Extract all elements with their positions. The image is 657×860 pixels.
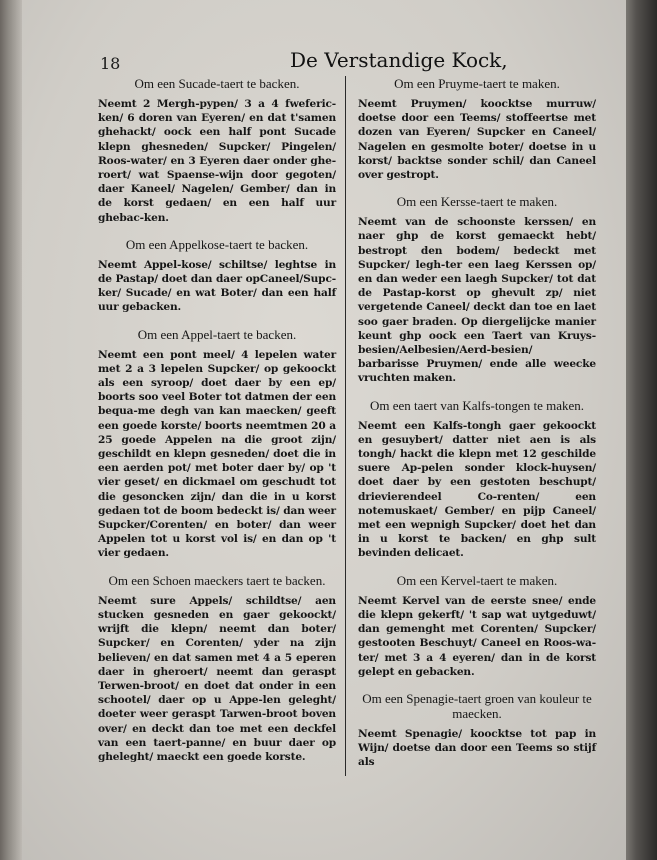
page-number: 18 (100, 54, 121, 73)
recipe-heading: Om een Pruyme-taert te maken. (394, 76, 560, 91)
recipe-text: Neemt Appel-kose/ schiltse/ leghtse in de Pastap/ doet dan daer opCaneel/Supc-ker/ Sucade/ en wat Boter/ dan een half uur gebacken. (98, 258, 336, 314)
recipe-text: Neemt 2 Mergh-pypen/ 3 a 4 fweferic-ken/ 6 doren van Eyeren/ en dat t'samen ghehackt/ oock een half pont Sucade klepn ghesneden/ Supcker/ Pingelen/ Roos-water/ en 3 Eyeren daer onder ghe-roert/ wat Spaense-wijn door gegoten/ daer Kaneel/ Nagelen/ Gember/ dan in de korst gedaen/ en een half uur ghebac-ken. (98, 98, 336, 224)
recipe-section (358, 573, 596, 679)
recipe-section (358, 194, 596, 385)
recipe-text: Neemt Kervel van de eerste snee/ ende die klepn gekerft/ 't sap wat uytgeduwt/ dan gemenght met Corenten/ Supcker/ gestooten Beschuyt/ Caneel en Roos-wa-ter/ met 3 a 4 eyeren/ dan in de korst gelept en gebacken. (358, 594, 596, 678)
recipe-text: Neemt Spenagie/ koocktse tot pap in Wijn/ doetse dan door een Teems so stijf als (358, 727, 596, 769)
recipe-section (98, 327, 336, 561)
right-column (358, 76, 596, 782)
recipe-heading: Om een Appelkose-taert te backen. (125, 236, 309, 252)
recipe-section (358, 76, 596, 182)
recipe-section (98, 76, 336, 225)
recipe-section (358, 398, 596, 561)
recipe-text: Neemt sure Appels/ schildtse/ aen stucken gesneden en gaer gekoockt/ wrijft die klepn/ neemt dan boter/ Supcker/ en Corenten/ yder na zijn believen/ en dat samen met 4 a 5 eperen daer in gheroert/ neemt dan geraspt Terwen-broot/ en doet dat onder in een schootel/ daer op u Appe-len geleght/ doeter weer geraspt Tarwen-broot boven over/ en deckt dan toe met een deckfel van een taert-panne/ en buur daer op gheleght/ maeckt een goede korste. (98, 594, 336, 763)
recipe-heading: Om een Kersse-taert te maken. (396, 194, 558, 210)
page-header (100, 48, 620, 72)
recipe-text: Neemt een pont meel/ 4 lepelen water met 2 a 3 lepelen Supcker/ op gekoockt als een syroop/ doet daer by een ep/ boorts soo veel Boter tot datmen der een bequa-me degh van kan maecken/ geeft een goede korste/ boorts neemtmen 20 a 25 goede Appelen na die groot zijn/ geschildt en klepn gesneden/ doet die in een aerden pot/ met boter daer by/ op 't vier geset/ en dickmael om geschudt tot die gesoncken zijn/ dan die in u korst gedaen tot de boom bedeckt is/ dan weer Supcker/Corenten/ en boter/ dan weer Appelen tot u korst vol is/ en dan op 't vier gedaen. (98, 348, 336, 560)
book-edge (626, 0, 657, 860)
column-divider (345, 76, 346, 776)
recipe-heading: Om een Appel-taert te backen. (137, 326, 297, 342)
recipe-heading: Om een Kervel-taert te maken. (396, 572, 558, 588)
running-title: De Verstandige Kock, (290, 48, 508, 72)
recipe-section (358, 691, 596, 770)
recipe-section (98, 573, 336, 764)
left-column (98, 76, 336, 776)
recipe-text: Neemt van de schoonste kerssen/ en naer ghp de korst gemaeckt hebt/ bestropt den bodem/ bedeckt met Supcker/ legh-ter een laeg Kerssen op/ en dan weder een laegh Supcker/ tot dat de Pastap-korst op ghevult zp/ niet vergetende Caneel/ deckt dan toe en laet soo gaer braden. Op diergelijcke manier keunt ghp oock een Taert van Kruys-besien/Aelbesien/Aerd-besien/ barbarisse Pruymen/ ende alle weecke vruchten maken. (358, 216, 596, 385)
recipe-section (98, 237, 336, 315)
recipe-text: Neemt Pruymen/ koocktse murruw/ doetse door een Teems/ stoffeertse met dozen van Eyeren/ Supcker en Caneel/ Nagelen en gesmolte boter/ doetse in u korst/ backtse sonder schil/ dan Caneel over gestropt. (358, 98, 596, 182)
recipe-heading: Om een Schoen maeckers taert te backen. (108, 572, 326, 588)
recipe-text: Neemt een Kalfs-tongh gaer gekoockt en gesuybert/ datter niet aen is als tongh/ hackt die klepn met 12 geschilde suere Ap-pelen sonder klock-huysen/ doet daer by een gestoten beschupt/ drievierendeel Co-renten/ een notemuskaet/ Gember/ en pijp Caneel/ met een wepnigh Supcker/ doet het dan in u korst te backen/ en ghp sult bevinden delicaet. (358, 419, 596, 560)
recipe-heading: Om een Sucade-taert te backen. (134, 76, 300, 91)
recipe-heading: Om een taert van Kalfs-tongen te maken. (369, 397, 585, 413)
recipe-heading: Om een Spenagie-taert groen van kouleur te maecken. (362, 690, 592, 721)
